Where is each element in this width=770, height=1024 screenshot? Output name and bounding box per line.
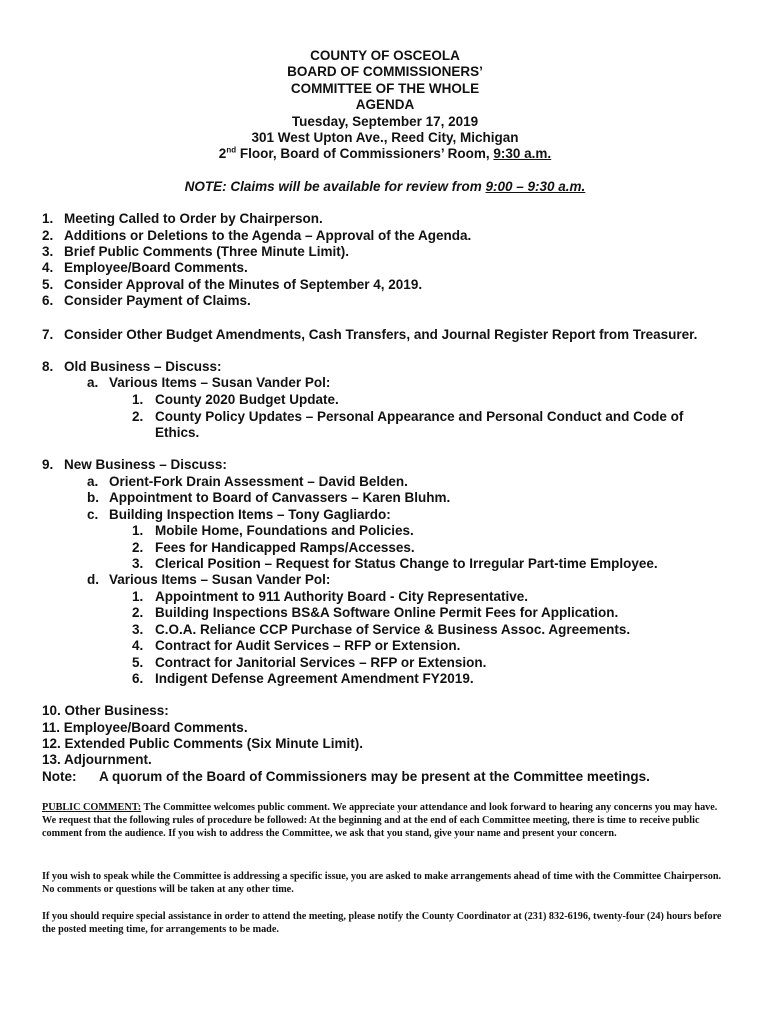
agenda-header [0,48,770,163]
agenda-item: 1. Meeting Called to Order by Chairperson. [42,211,323,226]
agenda-item: 12. Extended Public Comments (Six Minute Limit). [42,736,364,751]
claims-note [0,179,770,194]
agenda-subsubitem: 3. C.O.A. Reliance CCP Purchase of Service & Business Assoc. Agreements. [132,622,631,637]
agenda-item: 5. Consider Approval of the Minutes of September 4, 2019. [42,277,423,292]
floor-number: 2 [218,146,227,162]
agenda-subsubitem: 3. Clerical Position – Request for Status Change to Irregular Part-time Employee. [132,556,658,571]
meeting-address: 301 West Upton Ave., Reed City, Michigan [251,130,519,146]
agenda-title: AGENDA [355,97,415,113]
agenda-subsubitem: 4. Contract for Audit Services – RFP or Extension. [132,638,461,653]
agenda-item: 2. Additions or Deletions to the Agenda – Approval of the Agenda. [42,228,472,243]
agenda-subsubitem: 1. County 2020 Budget Update. [132,392,339,407]
floor-text: Floor, Board of Commissioners’ Room, [236,146,494,162]
committee-title: COMMITTEE OF THE WHOLE [290,80,480,96]
agenda-subsubitem: 1. Appointment to 911 Authority Board - City Representative. [132,589,529,604]
special-assistance-paragraph: If you should require special assistance in order to attend the meeting, please notify the County Coordinator at (231) 832-6196, twenty-four (24) hours before the posted meeting time, for arrangements to be made. [42,911,722,936]
speaking-arrangements-paragraph: If you wish to speak while the Committee is addressing a specific issue, you are asked to make arrangements ahead of time with the Committee Chairperson. No comments or questions will be taken at any other time. [42,871,722,896]
agenda-subsubitem: 2. Fees for Handicapped Ramps/Accesses. [132,540,415,555]
agenda-subitem: a. Orient-Fork Drain Assessment – David Belden. [87,474,408,489]
agenda-item: 3. Brief Public Comments (Three Minute Limit). [42,244,350,259]
agenda-item: 13. Adjournment. [42,752,152,767]
quorum-note [42,769,650,785]
claims-note-time: 9:00 – 9:30 a.m. [485,179,586,194]
agenda-item: 9. New Business – Discuss: [42,457,227,472]
agenda-item: 7. Consider Other Budget Amendments, Cash Transfers, and Journal Register Report from Treasurer. [42,327,698,342]
agenda-subitem: a. Various Items – Susan Vander Pol: [87,375,331,390]
county-title: COUNTY OF OSCEOLA [310,48,460,63]
agenda-subsubitem: 6. Indigent Defense Agreement Amendment FY2019. [132,671,474,686]
agenda-subsubitem: 1. Mobile Home, Foundations and Policies. [132,523,414,538]
agenda-item: 4. Employee/Board Comments. [42,260,248,275]
meeting-time: 9:30 a.m. [493,146,552,162]
agenda-subsubitem-continued: Ethics. [155,425,200,440]
agenda-subitem: b. Appointment to Board of Canvassers – Karen Bluhm. [87,490,451,505]
agenda-item: 11. Employee/Board Comments. [42,720,248,735]
quorum-note-label: Note: [42,769,77,784]
agenda-item: 6. Consider Payment of Claims. [42,293,251,308]
agenda-subsubitem: 2. Building Inspections BS&A Software Online Permit Fees for Application. [132,605,619,620]
agenda-subsubitem: 2. County Policy Updates – Personal Appearance and Personal Conduct and Code of [132,409,684,424]
public-comment-paragraph: PUBLIC COMMENT: The Committee welcomes public comment. We appreciate your attendance and look forward to hearing any concerns you may have. We request that the following rules of procedure be followed: At the beginning and at the end of each Committee meeting, there is time to receive public comment from the audience. If you wish to address the Committee, we ask that you stand, give your name and present your concern. [42,802,718,840]
floor-suffix: nd [226,145,237,155]
public-comment-label: PUBLIC COMMENT: [42,802,142,813]
agenda-subsubitem: 5. Contract for Janitorial Services – RFP or Extension. [132,655,487,670]
quorum-note-text: A quorum of the Board of Commissioners may be present at the Committee meetings. [99,769,650,784]
meeting-room [0,146,770,162]
agenda-item: 10. Other Business: [42,703,169,718]
agenda-subitem: d. Various Items – Susan Vander Pol: [87,572,331,587]
claims-note-text: NOTE: Claims will be available for review from [184,179,486,194]
agenda-item: 8. Old Business – Discuss: [42,359,222,374]
meeting-date: Tuesday, September 17, 2019 [291,113,479,129]
agenda-subitem: c. Building Inspection Items – Tony Gagliardo: [87,507,391,522]
board-title: BOARD OF COMMISSIONERS’ [287,64,483,80]
